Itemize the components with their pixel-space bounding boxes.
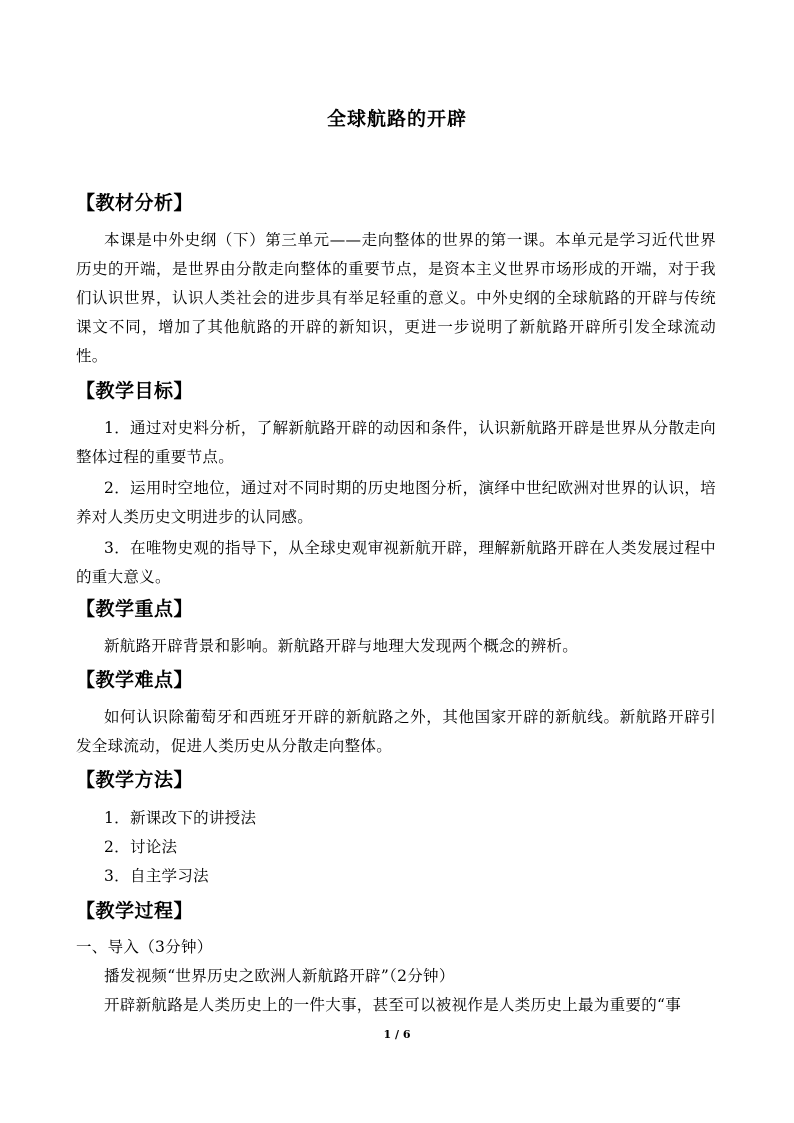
process-intro-line: 开辟新航路是人类历史上的一件大事，甚至可以被视作是人类历史上最为重要的“事 <box>104 996 682 1014</box>
teaching-goal-2: 2．运用时空地位，通过对不同时期的历史地图分析，演绎中世纪欧洲对世界的认识，培养对人类历史文明进步的认同感。 <box>76 479 716 526</box>
key-points-text: 新航路开辟背景和影响。新航路开辟与地理大发现两个概念的辨析。 <box>104 637 579 655</box>
process-video-line: 播发视频“世界历史之欧洲人新航路开辟”（2分钟） <box>104 967 455 985</box>
heading-process: 【教学过程】 <box>76 900 194 922</box>
page-title: 全球航路的开辟 <box>326 108 467 130</box>
method-item-2: 2．讨论法 <box>104 838 178 856</box>
teaching-goal-1: 1．通过对史料分析，了解新航路开辟的动因和条件，认识新航路开辟是世界从分散走向整体过程的重要节点。 <box>76 419 716 466</box>
heading-material-analysis: 【教材分析】 <box>76 192 194 214</box>
method-item-1: 1．新课改下的讲授法 <box>104 809 257 827</box>
heading-methods: 【教学方法】 <box>76 769 194 791</box>
heading-teaching-goals: 【教学目标】 <box>76 380 194 402</box>
page-number: 1 / 6 <box>383 1028 411 1041</box>
process-step-1: 一、导入（3分钟） <box>76 938 213 956</box>
material-analysis-text: 本课是中外史纲（下）第三单元——走向整体的世界的第一课。本单元是学习近代世界历史的开端，是世界由分散走向整体的重要节点，是资本主义世界市场形成的开端，对于我们认识世界，认识人类社会的进步具有举足轻重的意义。中外史纲的全球航路的开辟与传统课文不同，增加了其他航路的开辟的新知识，更进一步说明了新航路开辟所引发全球流动性。 <box>76 231 716 365</box>
heading-difficulties: 【教学难点】 <box>76 669 194 691</box>
method-item-3: 3．自主学习法 <box>104 867 209 885</box>
difficulties-text: 如何认识除葡萄牙和西班牙开辟的新航路之外，其他国家开辟的新航线。新航路开辟引发全球流动，促进人类历史从分散走向整体。 <box>76 708 716 755</box>
teaching-goal-3: 3．在唯物史观的指导下，从全球史观审视新航开辟，理解新航路开辟在人类发展过程中的重大意义。 <box>76 539 716 586</box>
heading-key-points: 【教学重点】 <box>76 598 194 620</box>
